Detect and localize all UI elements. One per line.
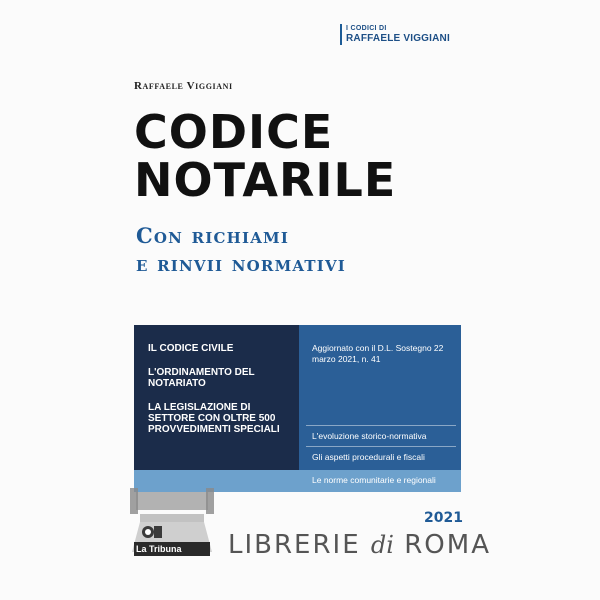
edition-year: 2021 [424, 510, 463, 526]
title-line-2: NOTARILE [134, 153, 397, 207]
book-title [134, 105, 397, 207]
watermark-text-part2: ROMA [393, 530, 491, 560]
watermark-text-italic: di [370, 531, 394, 559]
contents-item-legislation: LA LEGISLAZIONE DI SETTORE CON OLTRE 500 PROVVEDIMENTI SPECIALI [148, 402, 280, 435]
contents-list [148, 343, 293, 448]
contents-item-notary-order: L'ORDINAMENTO DEL NOTARIATO [148, 367, 255, 389]
store-watermark [118, 492, 491, 562]
book-subtitle [136, 222, 346, 278]
subtitle-line-2: e rinvii normativi [136, 251, 347, 276]
feature-divider [306, 446, 456, 447]
contents-panel [134, 325, 461, 495]
contents-item-civil-code: IL CODICE CIVILE [148, 343, 234, 354]
author-name: Raffaele Viggiani [134, 80, 233, 92]
title-line-1: CODICE [134, 105, 334, 159]
logo-label: La Tribuna [136, 544, 182, 554]
feature-procedural: Gli aspetti procedurali e fiscali [312, 452, 425, 462]
subtitle-line-1: Con richiami [136, 223, 290, 248]
watermark-text-part1: LIBRERIE [228, 530, 371, 560]
feature-divider [306, 425, 456, 426]
series-line-2: RAFFAELE VIGGIANI [346, 33, 450, 44]
feature-community: Le norme comunitarie e regionali [312, 475, 436, 485]
watermark-text [228, 530, 491, 560]
series-line-1: I CODICI DI [346, 25, 387, 32]
update-note: Aggiornato con il D.L. Sostegno 22 marzo 2021, n. 41 [312, 343, 444, 364]
series-label [340, 24, 450, 45]
feature-historical: L'evoluzione storico-normativa [312, 431, 427, 441]
